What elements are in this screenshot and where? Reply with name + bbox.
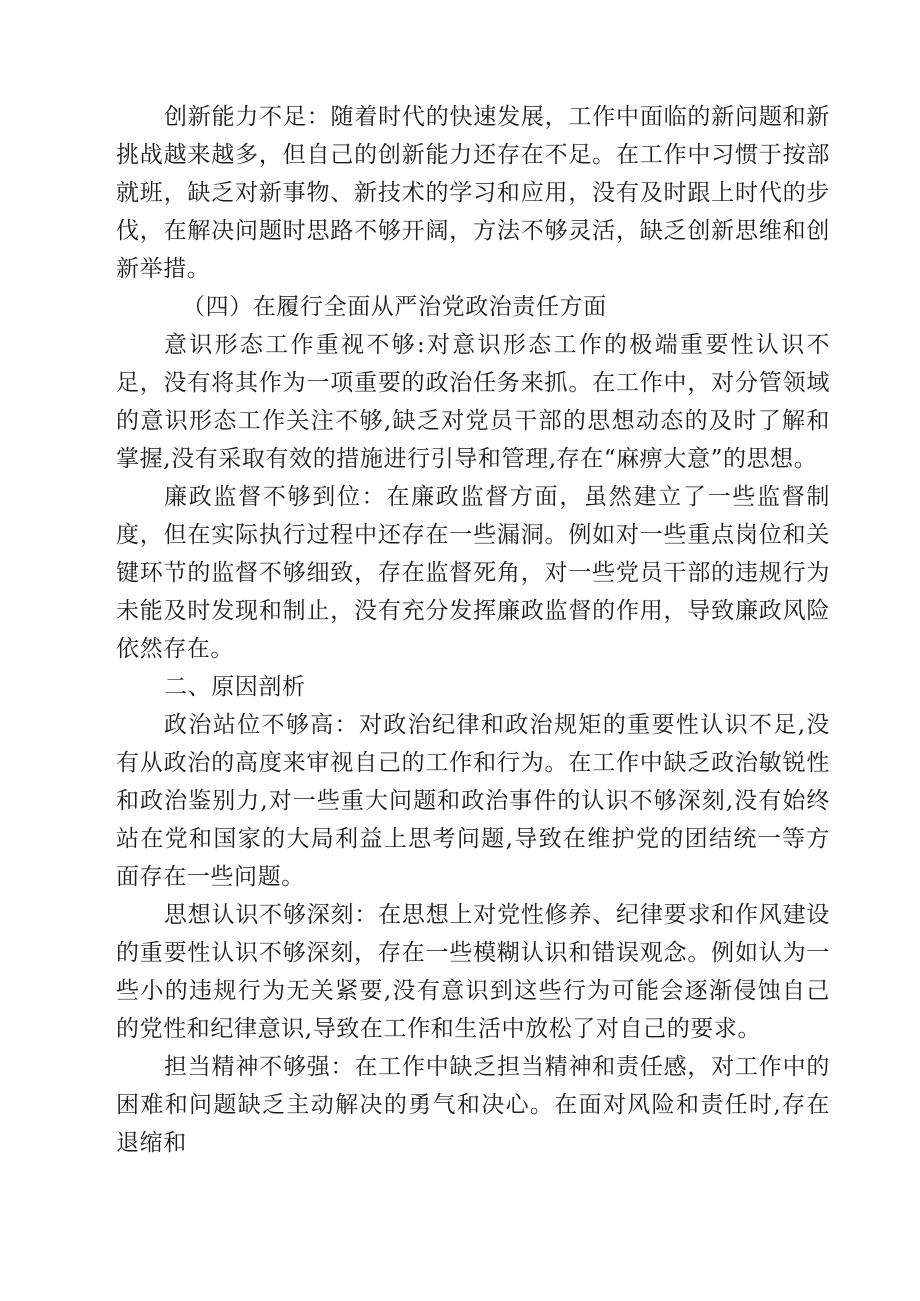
paragraph-innovation: 创新能力不足：随着时代的快速发展，工作中面临的新问题和新挑战越来越多，但自己的创新能力还存在不足。在工作中习惯于按部就班，缺乏对新事物、新技术的学习和应用，没有及时跟上时代的步伐，在解决问题时思路不够开阔，方法不够灵活，缺乏创新思维和创新举措。 bbox=[116, 104, 830, 282]
paragraph-ideological-understanding: 思想认识不够深刻：在思想上对党性修养、纪律要求和作风建设的重要性认识不够深刻，存在一些模糊认识和错误观念。例如认为一些小的违规行为无关紧要,没有意识到这些行为可能会逐渐侵蚀自己的党性和纪律意识,导致在工作和生活中放松了对自己的要求。 bbox=[116, 902, 830, 1042]
paragraph-integrity-supervision: 廉政监督不够到位：在廉政监督方面，虽然建立了一些监督制度，但在实际执行过程中还存在一些漏洞。例如对一些重点岗位和关键环节的监督不够细致，存在监督死角，对一些党员干部的违规行为未能及时发现和制止，没有充分发挥廉政监督的作用，导致廉政风险依然存在。 bbox=[116, 484, 830, 662]
paragraph-political-stance: 政治站位不够高：对政治纪律和政治规矩的重要性认识不足,没有从政治的高度来审视自己的工作和行为。在工作中缺乏政治敏锐性和政治鉴别力,对一些重大问题和政治事件的认识不够深刻,没有始终站在党和国家的大局利益上思考问题,导致在维护党的团结统一等方面存在一些问题。 bbox=[116, 712, 830, 890]
paragraph-ideology: 意识形态工作重视不够:对意识形态工作的极端重要性认识不足，没有将其作为一项重要的政治任务来抓。在工作中，对分管领域的意识形态工作关注不够,缺乏对党员干部的思想动态的及时了解和掌握,没有采取有效的措施进行引导和管理,存在“麻痹大意”的思想。 bbox=[116, 332, 830, 472]
paragraph-responsibility: 担当精神不够强：在工作中缺乏担当精神和责任感，对工作中的困难和问题缺乏主动解决的勇气和决心。在面对风险和责任时,存在退缩和 bbox=[116, 1054, 830, 1156]
section-heading-four: （四）在履行全面从严治党政治责任方面 bbox=[182, 294, 607, 320]
section-heading-cause-analysis: 二、原因剖析 bbox=[164, 674, 306, 700]
document-body bbox=[116, 98, 830, 1162]
